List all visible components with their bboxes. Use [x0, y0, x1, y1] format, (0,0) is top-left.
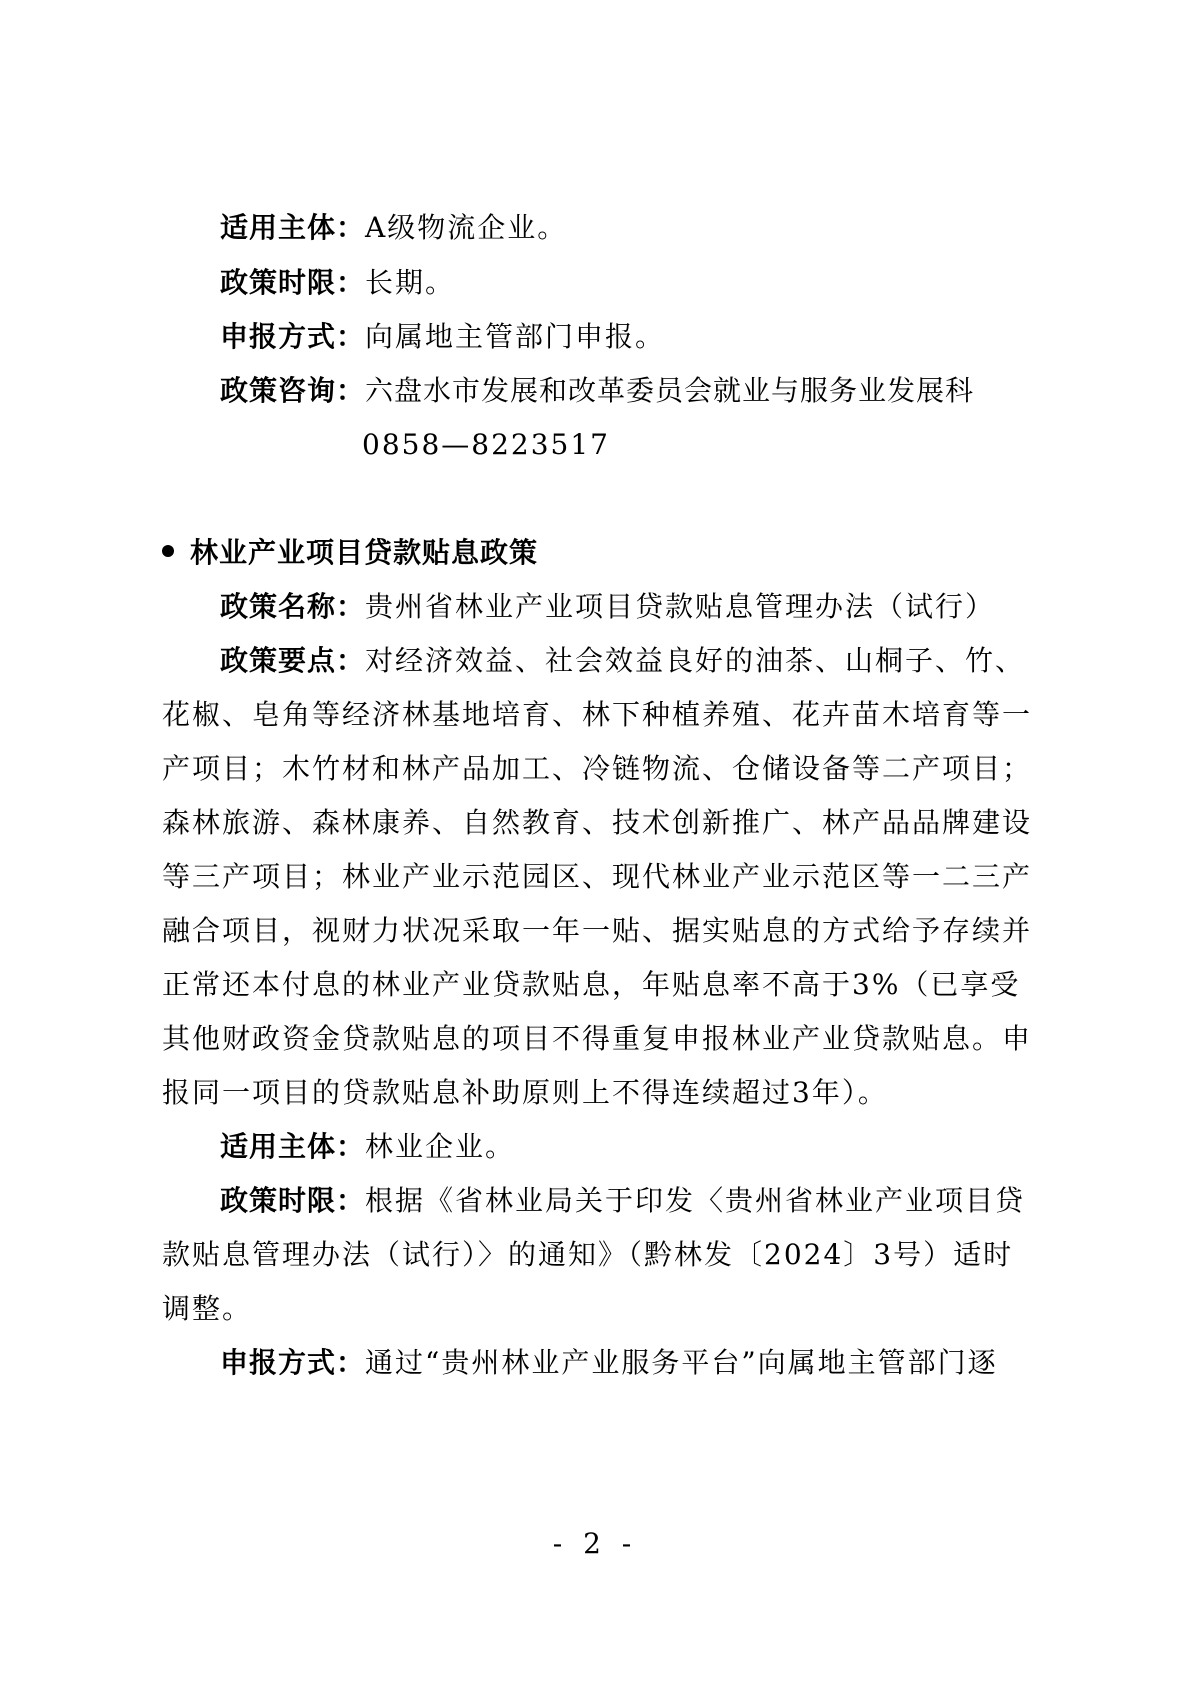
forestry-points-line-6: 正常还本付息的林业产业贷款贴息，年贴息率不高于3%（已享受 [162, 968, 1021, 1001]
prev-consult-label: 政策咨询： [220, 374, 366, 407]
prev-consult-line [220, 373, 1100, 409]
forestry-heading [162, 535, 1042, 571]
forestry-points-line-3: 森林旅游、森林康养、自然教育、技术创新推广、林产品品牌建设 [162, 806, 1033, 839]
forestry-points-line-2: 产项目；木竹材和林产品加工、冷链物流、仓储设备等二产项目； [162, 752, 1033, 785]
forestry-period-line-0: 根据《省林业局关于印发〈贵州省林业产业项目贷 [365, 1184, 1026, 1217]
forestry-method-label: 申报方式： [220, 1346, 366, 1379]
forestry-name-value: 贵州省林业产业项目贷款贴息管理办法（试行） [365, 590, 996, 623]
forestry-period-line-2: 调整。 [162, 1292, 253, 1325]
forestry-points-line [220, 643, 1100, 679]
prev-period-value: 长期。 [365, 266, 456, 299]
forestry-name-label: 政策名称： [220, 590, 366, 623]
forestry-heading-text: 林业产业项目贷款贴息政策 [190, 536, 539, 569]
prev-consult-phone: 0858—8223517 [362, 428, 610, 461]
prev-subject-label: 适用主体： [220, 211, 366, 244]
forestry-subject-label: 适用主体： [220, 1130, 366, 1163]
prev-method-label: 申报方式： [220, 320, 366, 353]
forestry-method-value: 通过“贵州林业产业服务平台”向属地主管部门逐 [365, 1346, 998, 1379]
forestry-points-line-7: 其他财政资金贷款贴息的项目不得重复申报林业产业贷款贴息。申 [162, 1022, 1033, 1055]
prev-method-value: 向属地主管部门申报。 [365, 320, 666, 353]
forestry-points-line-8: 报同一项目的贷款贴息补助原则上不得连续超过3年）。 [162, 1076, 888, 1109]
forestry-method-line [220, 1345, 1100, 1381]
forestry-points-line-0: 对经济效益、社会效益良好的油茶、山桐子、竹、 [365, 644, 1026, 677]
prev-period-line [220, 265, 1100, 301]
page-number: - 2 - [552, 1527, 638, 1560]
forestry-points-line-5: 融合项目，视财力状况采取一年一贴、据实贴息的方式给予存续并 [162, 914, 1033, 947]
bullet-icon [162, 545, 174, 557]
forestry-period-line [220, 1183, 1100, 1219]
forestry-period-label: 政策时限： [220, 1184, 366, 1217]
prev-method-line [220, 319, 1100, 355]
forestry-period-line-1: 款贴息管理办法（试行）〉的通知》（黔林发〔2024〕3号）适时 [162, 1238, 1014, 1271]
forestry-subject-line [220, 1129, 1100, 1165]
prev-subject-value: A级物流企业。 [365, 211, 568, 244]
prev-subject-line [220, 210, 1100, 246]
forestry-subject-value: 林业企业。 [365, 1130, 516, 1163]
forestry-points-label: 政策要点： [220, 644, 366, 677]
forestry-points-line-1: 花椒、皂角等经济林基地培育、林下种植养殖、花卉苗木培育等一 [162, 698, 1033, 731]
forestry-name-line [220, 589, 1100, 625]
prev-period-label: 政策时限： [220, 266, 366, 299]
forestry-points-line-4: 等三产项目；林业产业示范园区、现代林业产业示范区等一二三产 [162, 860, 1033, 893]
prev-consult-value: 六盘水市发展和改革委员会就业与服务业发展科 [365, 374, 975, 407]
